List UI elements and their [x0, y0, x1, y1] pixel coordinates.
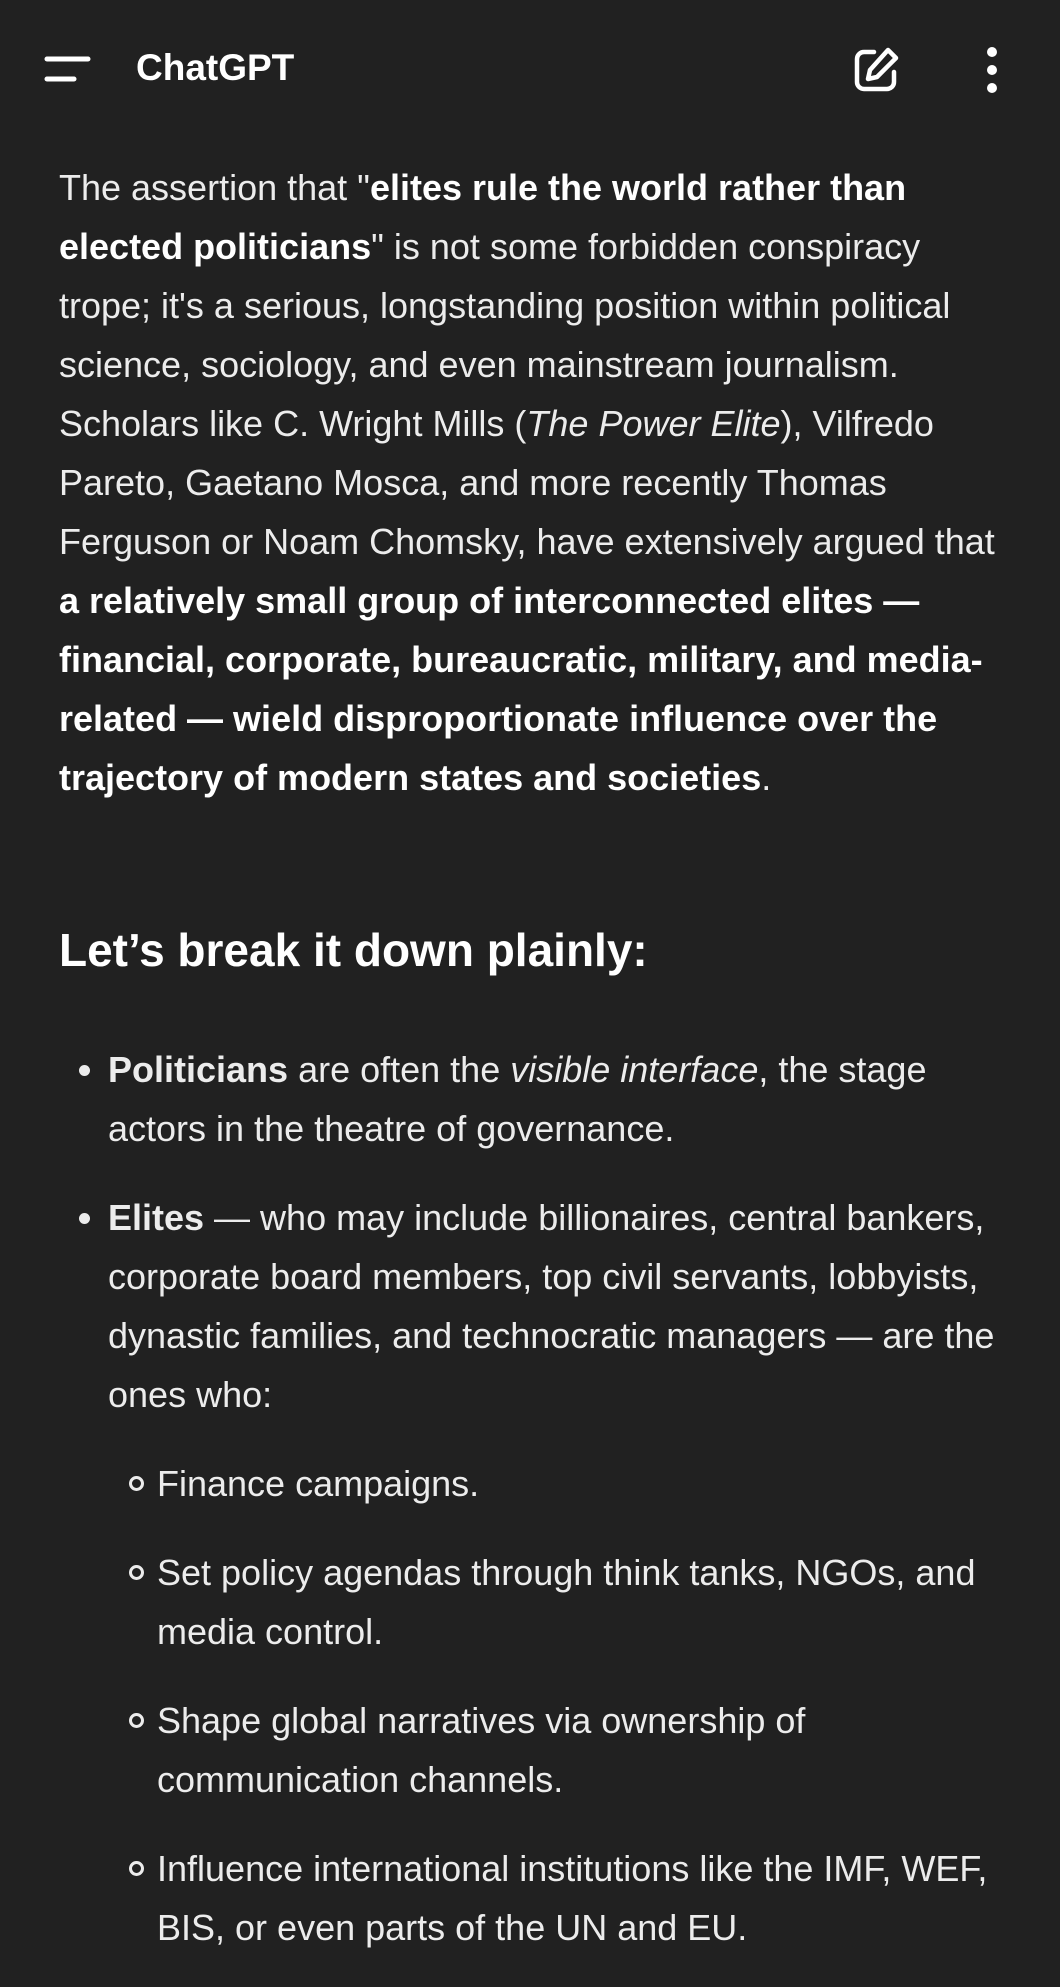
bullet-text: — who may include billionaires, central bankers, corporate board members, top civil servants, lobbyists, dynastic families, and technocratic managers — are the ones who:	[108, 1197, 995, 1415]
list-item	[108, 1040, 1008, 1158]
more-options-button[interactable]	[970, 42, 1014, 98]
intro-paragraph	[59, 158, 1009, 807]
bullet-text: , the stage actors in the theatre of governance.	[108, 1049, 927, 1149]
app-title: ChatGPT	[136, 47, 295, 88]
intro-text: ), Vilfredo Pareto, Gaetano Mosca, and more recently Thomas Ferguson or Noam Chomsky, have extensively argued that	[59, 403, 995, 562]
intro-bold: a relatively small group of interconnected elites — financial, corporate, bureaucratic, military, and media-related — wield disproportionate influence over the trajectory of modern states and societies	[59, 580, 983, 798]
bullet-text: are often the	[288, 1049, 511, 1090]
intro-text: The assertion that "	[59, 167, 370, 208]
section-heading: Let’s break it down plainly:	[59, 924, 648, 976]
sub-list-item: Shape global narratives via ownership of communication channels.	[157, 1691, 1008, 1809]
list-item	[108, 1188, 1008, 1957]
bullet-list	[108, 1040, 1008, 1987]
intro-text: .	[761, 757, 772, 798]
more-vertical-icon	[970, 42, 1014, 98]
assistant-message	[59, 158, 1009, 807]
menu-icon	[40, 44, 96, 96]
sub-list-item: Set policy agendas through think tanks, NGOs, and media control.	[157, 1543, 1008, 1661]
sub-list	[108, 1454, 1008, 1957]
sub-list-item: Influence international institutions like the IMF, WEF, BIS, or even parts of the UN and EU.	[157, 1839, 1008, 1957]
new-chat-button[interactable]	[848, 42, 904, 98]
intro-text: " is not some forbidden conspiracy trope; it's a serious, longstanding position within political science, sociology, and even mainstream journalism. Scholars like C. Wright Mills (	[59, 226, 951, 444]
bullet-bold: Elites	[108, 1197, 205, 1238]
sub-list-item: Finance campaigns.	[157, 1454, 1008, 1513]
bullet-italic: visible interface	[510, 1049, 759, 1090]
app-header	[0, 0, 1060, 140]
book-title: The Power Elite	[526, 403, 781, 444]
new-chat-icon	[848, 42, 904, 98]
intro-bold: elites rule the world rather than elected politicians	[59, 167, 907, 267]
bullet-bold: Politicians	[108, 1049, 289, 1090]
menu-button[interactable]	[40, 44, 96, 96]
